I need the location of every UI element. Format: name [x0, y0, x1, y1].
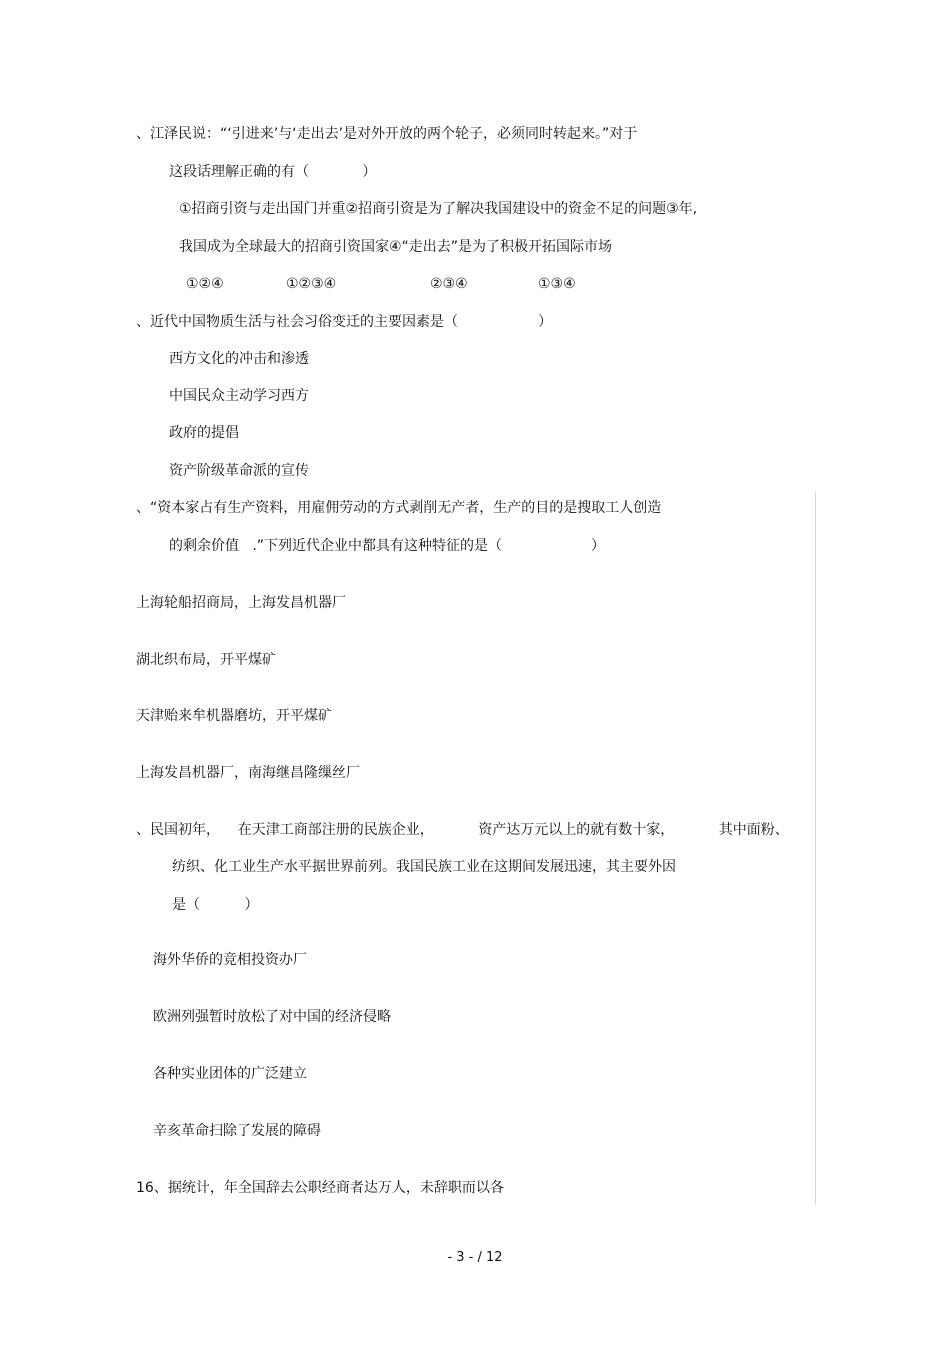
q4-option-a: 海外华侨的竞相投资办厂 [153, 952, 307, 968]
q1-option-d: ①③④ [538, 276, 576, 292]
q1-option-b: ①②③④ [286, 276, 337, 292]
q3-option-b: 湖北织布局，开平煤矿 [136, 652, 276, 668]
q1-option-a: ①②④ [186, 276, 224, 292]
q4-option-c: 各种实业团体的广泛建立 [153, 1066, 307, 1082]
q1-statement-line-2: 我国成为全球最大的招商引资国家④“走出去”是为了积极开拓国际市场 [179, 239, 613, 255]
q16-stem: 16、据统计，年全国辞去公职经商者达万人，未辞职而以各 [136, 1180, 504, 1196]
q3-stem-line-1: 、“资本家占有生产资料，用雇佣劳动的方式剥削无产者，生产的目的是搜取工人创造 [136, 500, 662, 516]
q2-option-c: 政府的提倡 [169, 425, 239, 441]
q4-stem-line-2: 纺织、化工业生产水平据世界前列。我国民族工业在这期间发展迅速，其主要外因 [172, 859, 676, 875]
q2-option-a: 西方文化的冲击和渗透 [169, 351, 309, 367]
q4-stem-line-1: 、民国初年， 在天津工商部注册的民族企业， 资产达万元以上的就有数十家， 其中面粉、 [136, 822, 789, 838]
q4-option-d: 辛亥革命扫除了发展的障碍 [153, 1123, 321, 1139]
q3-option-c: 天津贻来牟机器磨坊，开平煤矿 [136, 708, 332, 724]
q2-stem: 、近代中国物质生活与社会习俗变迁的主要因素是（ ） [136, 314, 553, 330]
q2-option-d: 资产阶级革命派的宣传 [169, 463, 309, 479]
q1-stem-line-1: 、江泽民说：“‘引进来’与‘走出去’是对外开放的两个轮子，必须同时转起来。”对于 [136, 126, 638, 142]
q4-stem-line-3: 是（ ） [172, 897, 259, 913]
q1-option-c: ②③④ [430, 276, 468, 292]
q3-option-a: 上海轮船招商局，上海发昌机器厂 [136, 595, 346, 611]
q1-stem-line-2: 这段话理解正确的有（ ） [169, 164, 377, 180]
page-number: - 3 - / 12 [447, 1250, 503, 1265]
q3-stem-line-2: 的剩余价值 .”下列近代企业中都具有这种特征的是（ ） [169, 538, 606, 554]
margin-rule [815, 492, 816, 1205]
q2-option-b: 中国民众主动学习西方 [169, 388, 309, 404]
q1-statement-line-1: ①招商引资与走出国门并重②招商引资是为了解决我国建设中的资金不足的问题③年, [179, 201, 698, 217]
q4-option-b: 欧洲列强暂时放松了对中国的经济侵略 [153, 1009, 391, 1025]
q3-option-d: 上海发昌机器厂，南海继昌隆缫丝厂 [136, 765, 360, 781]
